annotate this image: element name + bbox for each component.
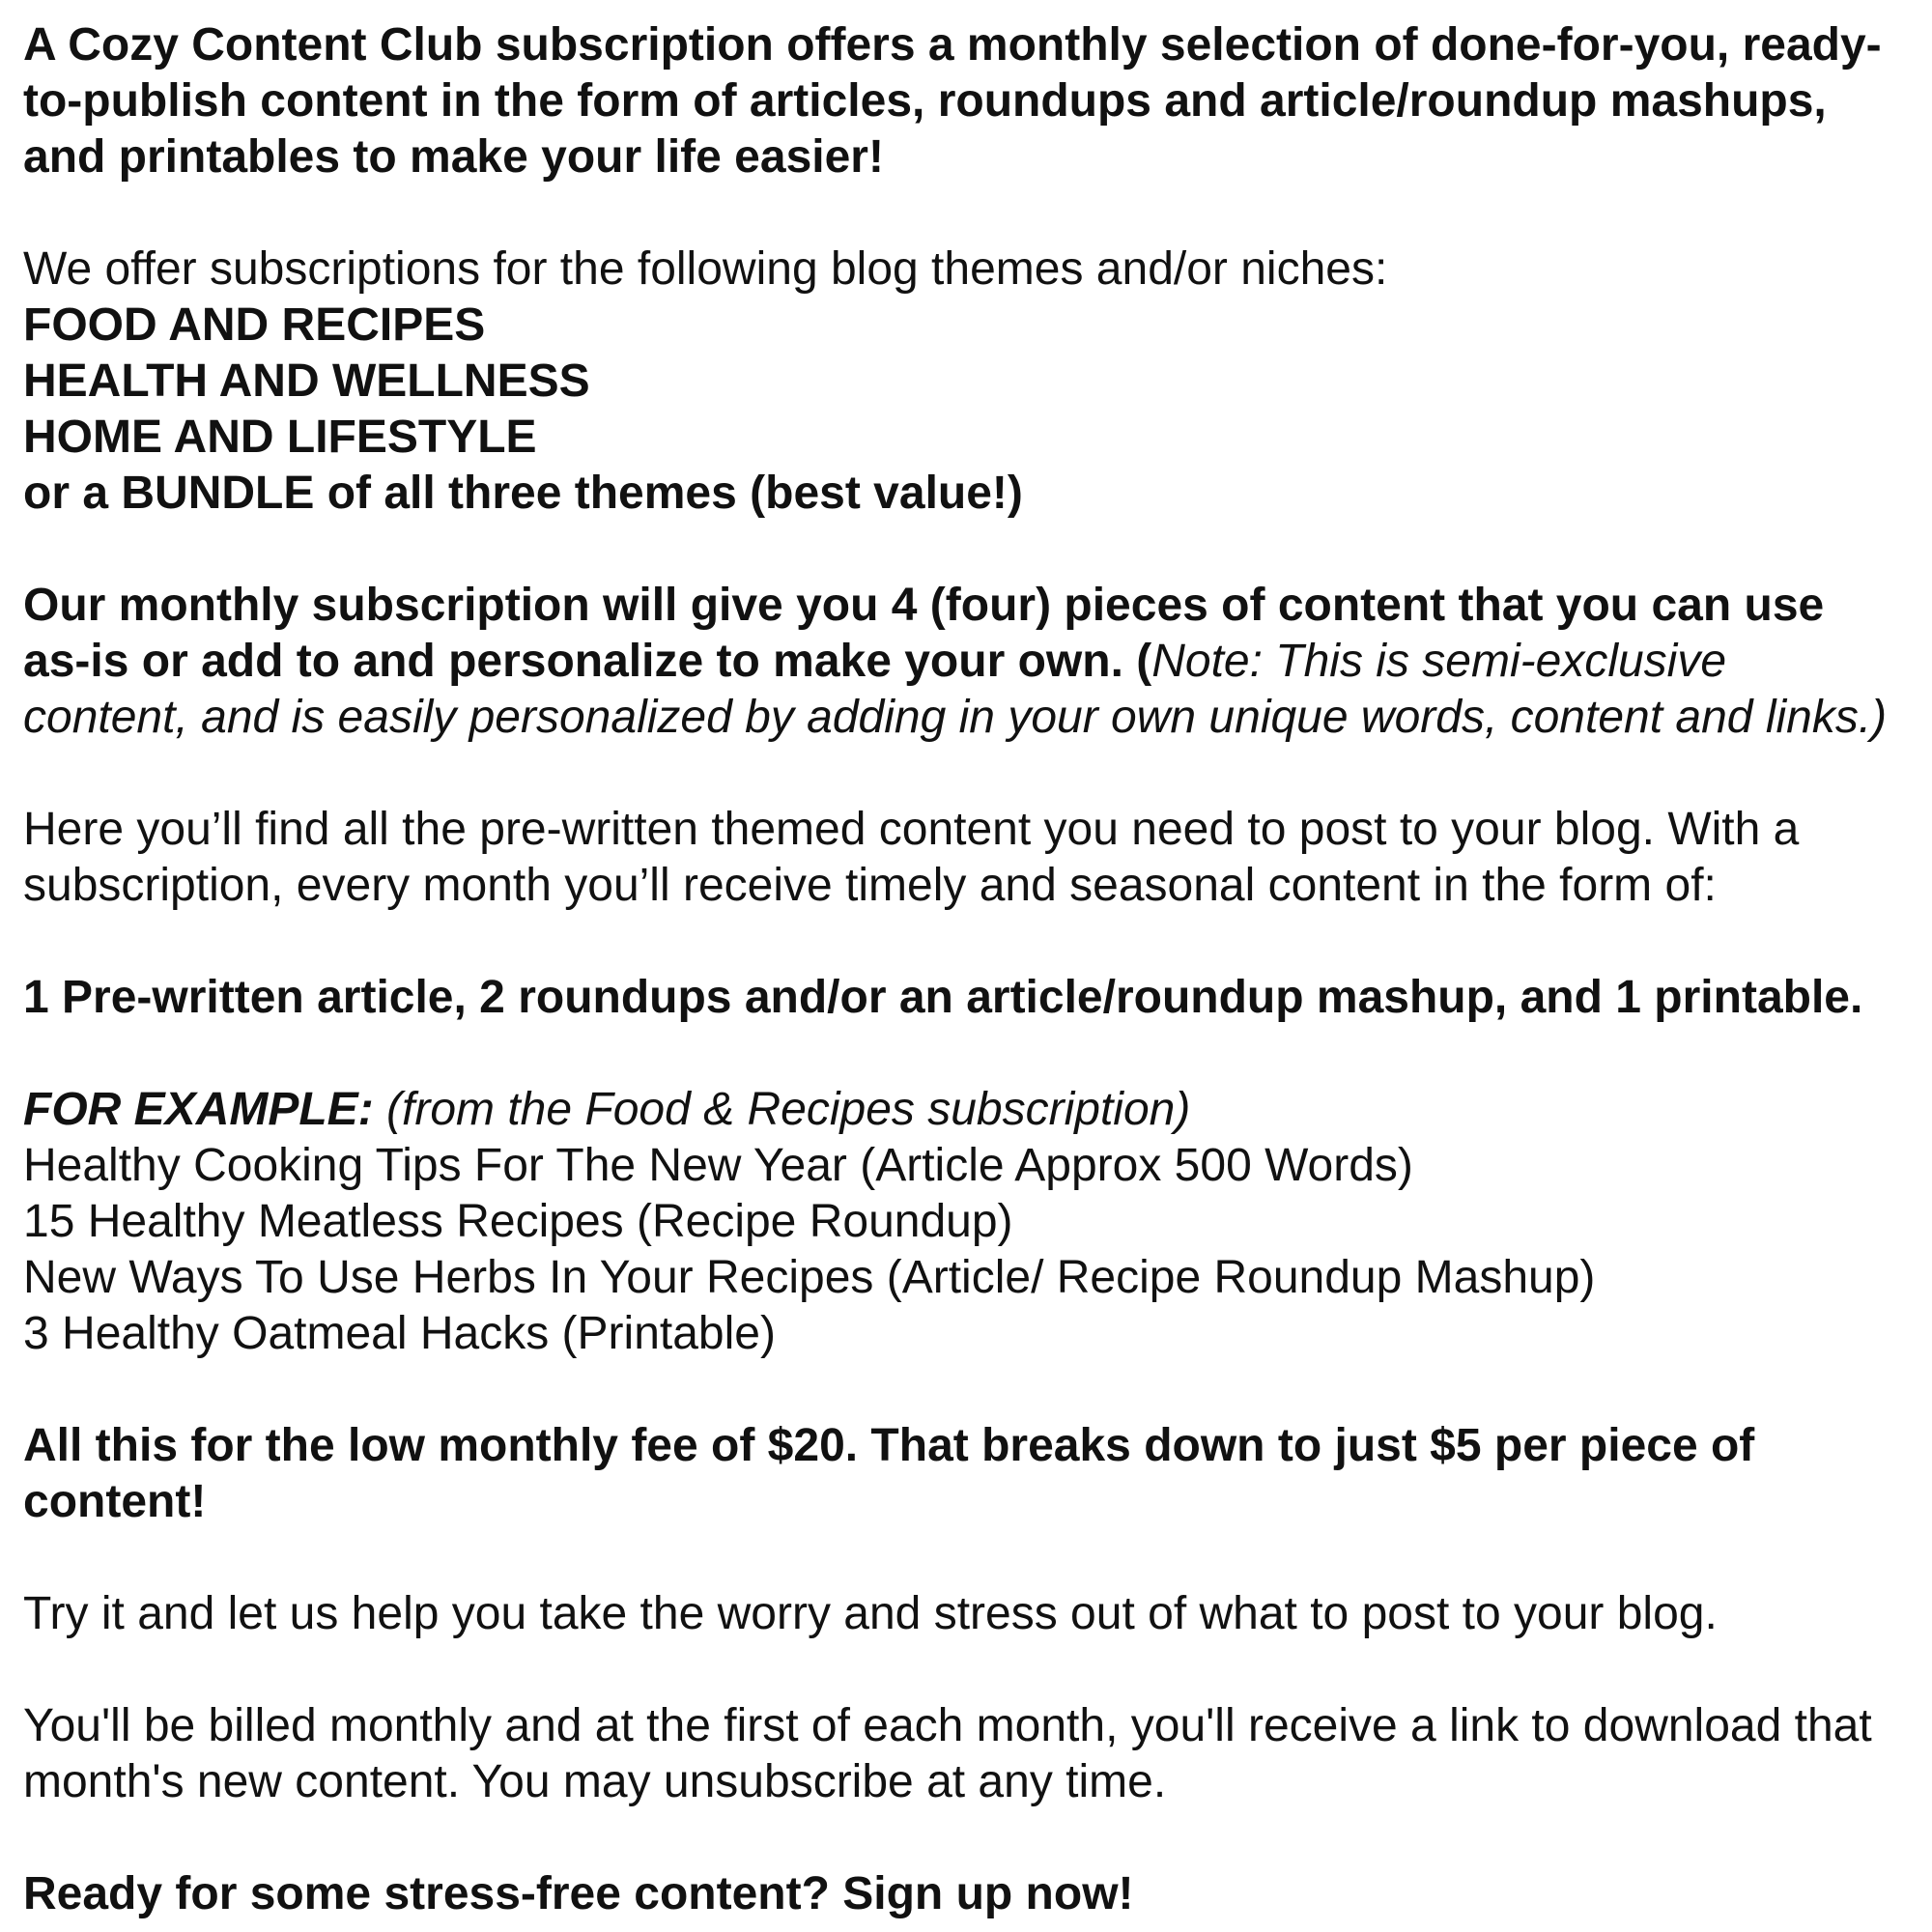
- monthly-note-text: Note: This is semi-exclusive: [1151, 636, 1727, 687]
- call-to-action: Ready for some stress-free content? Sign up now!: [23, 1868, 1134, 1919]
- offer-summary: 1 Pre-written article, 2 roundups and/or an article/roundup mashup, and 1 printable.: [23, 972, 1863, 1023]
- monthly-paragraph: [23, 578, 1909, 746]
- theme-item: FOOD AND RECIPES: [23, 299, 486, 351]
- example-source: (from the Food & Recipes subscription): [373, 1084, 1191, 1135]
- example-section: [23, 1082, 1909, 1362]
- intro-line: and printables to make your life easier!: [23, 131, 884, 183]
- billing-line: You'll be billed monthly and at the first of each month, you'll receive a link to download that: [23, 1700, 1872, 1751]
- example-item: Healthy Cooking Tips For The New Year (Article Approx 500 Words): [23, 1140, 1413, 1191]
- monthly-bold-text: as-is or add to and personalize to make your own. (: [23, 636, 1152, 687]
- intro-line: to-publish content in the form of articles, roundups and article/roundup mashups,: [23, 75, 1827, 127]
- price-line: content!: [23, 1476, 207, 1527]
- themes-lead: We offer subscriptions for the following blog themes and/or niches:: [23, 243, 1388, 295]
- spacer: [23, 1810, 1909, 1866]
- intro-paragraph: [23, 17, 1909, 185]
- here-line: Here you’ll find all the pre-written themed content you need to post to your blog. With a: [23, 804, 1800, 855]
- example-item: 15 Healthy Meatless Recipes (Recipe Roundup): [23, 1196, 1013, 1247]
- here-paragraph: [23, 802, 1909, 914]
- intro-line: A Cozy Content Club subscription offers a monthly selection of done-for-you, ready-: [23, 19, 1882, 71]
- spacer: [23, 914, 1909, 970]
- example-item: New Ways To Use Herbs In Your Recipes (Article/ Recipe Roundup Mashup): [23, 1252, 1596, 1303]
- billing-paragraph: [23, 1698, 1909, 1810]
- price-line: All this for the low monthly fee of $20. That breaks down to just $5 per piece of: [23, 1420, 1755, 1471]
- themes-section: [23, 242, 1909, 522]
- monthly-line: [23, 634, 1909, 690]
- price-paragraph: [23, 1418, 1909, 1530]
- billing-line: month's new content. You may unsubscribe at any time.: [23, 1756, 1167, 1807]
- spacer: [23, 746, 1909, 802]
- example-label: FOR EXAMPLE:: [23, 1084, 374, 1135]
- here-line: subscription, every month you’ll receive timely and seasonal content in the form of:: [23, 860, 1717, 911]
- theme-item: HEALTH AND WELLNESS: [23, 355, 590, 407]
- monthly-note-line: content, and is easily personalized by adding in your own unique words, content and links.): [23, 692, 1888, 743]
- theme-item: or a BUNDLE of all three themes (best value!): [23, 468, 1023, 519]
- spacer: [23, 1530, 1909, 1586]
- monthly-line: Our monthly subscription will give you 4 (four) pieces of content that you can use: [23, 580, 1825, 631]
- theme-item: HOME AND LIFESTYLE: [23, 412, 537, 463]
- example-heading: [23, 1082, 1909, 1138]
- spacer: [23, 185, 1909, 242]
- example-item: 3 Healthy Oatmeal Hacks (Printable): [23, 1308, 776, 1359]
- spacer: [23, 1642, 1909, 1698]
- spacer: [23, 522, 1909, 578]
- spacer: [23, 1026, 1909, 1082]
- try-line: Try it and let us help you take the worry and stress out of what to post to your blog.: [23, 1588, 1718, 1639]
- spacer: [23, 1362, 1909, 1418]
